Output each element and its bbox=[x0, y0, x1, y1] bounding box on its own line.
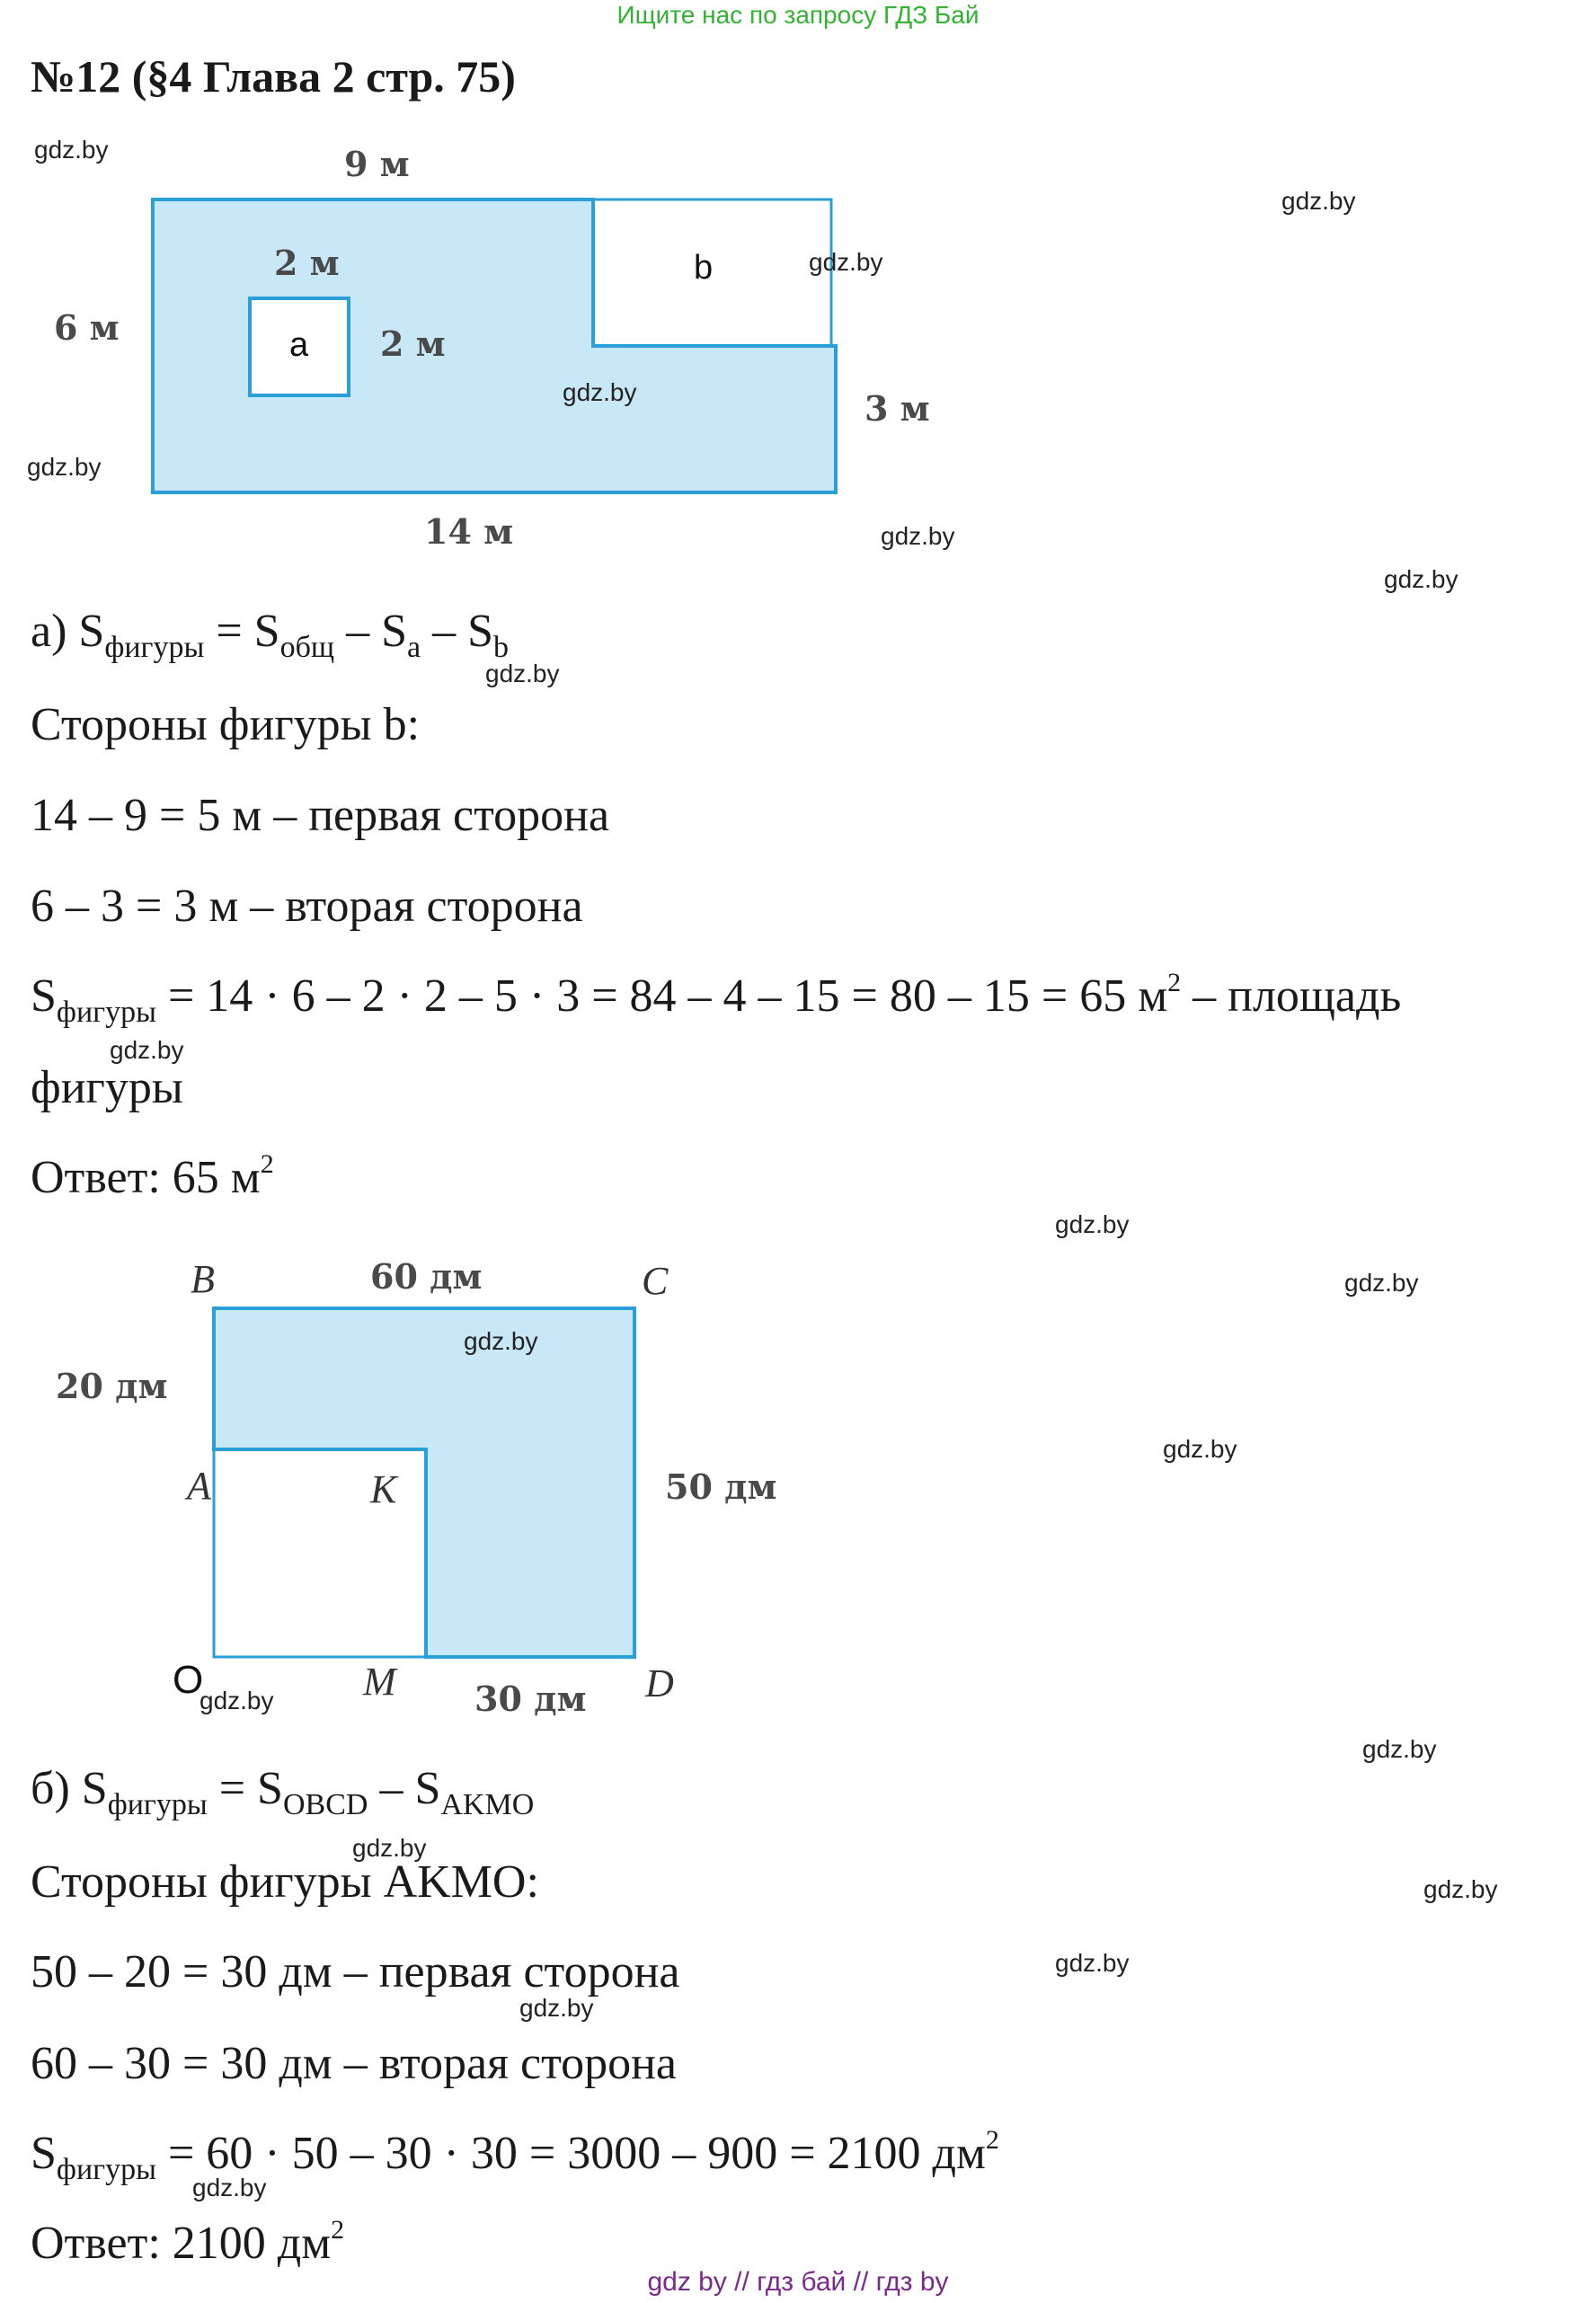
watermark: gdz.by bbox=[27, 453, 102, 481]
label-30dm: 30 дм bbox=[474, 1679, 587, 1719]
label-inner-side: 2 м bbox=[380, 323, 446, 364]
watermark: gdz.by bbox=[563, 378, 637, 406]
vertex-A: A bbox=[187, 1464, 211, 1508]
watermark: gdz.by bbox=[110, 1036, 184, 1064]
vertex-M: M bbox=[363, 1660, 396, 1704]
top-banner[interactable]: Ищите нас по запросу ГДЗ Бай bbox=[616, 1, 980, 29]
part-a-first-side: 14 – 9 = 5 м – первая сторона bbox=[31, 790, 610, 841]
watermark: gdz.by bbox=[1384, 565, 1459, 593]
vertex-D: D bbox=[645, 1661, 674, 1705]
watermark: gdz.by bbox=[1423, 1875, 1498, 1903]
watermark: gdz.by bbox=[809, 248, 883, 276]
label-60dm: 60 дм bbox=[370, 1256, 483, 1297]
part-a-area-calc-cont: фигуры bbox=[31, 1062, 183, 1113]
label-6m: 6 м bbox=[54, 307, 120, 348]
part-a-answer: Ответ: 65 $м^2$ bbox=[31, 1149, 274, 1203]
part-b-sides-heading: Стороны фигуры AKMO: bbox=[31, 1856, 539, 1908]
watermark: gdz.by bbox=[34, 136, 109, 164]
watermark: gdz.by bbox=[881, 522, 955, 550]
watermark: gdz.by bbox=[485, 660, 560, 687]
rect-b-label: b bbox=[694, 249, 714, 287]
part-b-formula: б) $S_{фигуры} = S_{OBCD} - S_{AKMO}$ bbox=[31, 1763, 535, 1821]
watermark: gdz.by bbox=[1163, 1435, 1237, 1463]
label-50dm: 50 дм bbox=[665, 1466, 777, 1507]
page-title: №12 (§4 Глава 2 стр. 75) bbox=[31, 51, 516, 102]
watermark: gdz.by bbox=[1362, 1735, 1437, 1763]
watermark: gdz.by bbox=[1281, 187, 1356, 215]
label-20dm: 20 дм bbox=[56, 1366, 168, 1406]
watermark: gdz.by bbox=[192, 2174, 267, 2201]
watermark: gdz.by bbox=[200, 1687, 274, 1714]
square-a-label: a bbox=[289, 326, 309, 364]
vertex-C: C bbox=[642, 1259, 669, 1303]
watermark: gdz.by bbox=[464, 1327, 538, 1355]
label-3m: 3 м bbox=[864, 388, 930, 429]
figure-2-shape bbox=[214, 1308, 634, 1657]
part-b-answer: Ответ: 2100 $дм^2$ bbox=[31, 2215, 345, 2269]
part-b-second-side: 60 – 30 = 30 дм – вторая сторона bbox=[31, 2038, 678, 2089]
label-9m: 9 м bbox=[344, 144, 410, 184]
label-14m: 14 м bbox=[424, 511, 514, 552]
vertex-B: B bbox=[191, 1257, 215, 1301]
part-a-sides-heading: Стороны фигуры b: bbox=[31, 699, 421, 750]
watermark: gdz.by bbox=[352, 1834, 427, 1862]
part-a-second-side: 6 – 3 = 3 м – вторая сторона bbox=[31, 881, 583, 932]
part-b-area-calc: $S_{фигуры} = 60 \cdot 50 - 30 \cdot 30 = 3000 - 900 = 2100$ $дм^2$ bbox=[31, 2125, 999, 2186]
part-a-area-calc: $S_{фигуры} = 14 \cdot 6 - 2 \cdot 2 - 5 \cdot 3 = 84 - 4 - 15 = 80 - 15 = 65$ $м^2$ – площадь bbox=[31, 968, 1402, 1029]
part-b-first-side: 50 – 20 = 30 дм – первая сторона bbox=[31, 1946, 680, 1997]
label-inner-top: 2 м bbox=[274, 243, 340, 283]
vertex-K: K bbox=[370, 1467, 397, 1511]
bottom-links[interactable]: gdz by // гдз бай // гдз by bbox=[647, 2267, 949, 2297]
watermark: gdz.by bbox=[1055, 1210, 1130, 1238]
watermark: gdz.by bbox=[1344, 1269, 1419, 1297]
vertex-O: O bbox=[173, 1658, 204, 1702]
part-a-formula: а) $S_{фигуры} = S_{общ} - S_a - S_b$ bbox=[31, 606, 510, 664]
watermark: gdz.by bbox=[519, 1994, 594, 2022]
watermark: gdz.by bbox=[1055, 1949, 1130, 1977]
